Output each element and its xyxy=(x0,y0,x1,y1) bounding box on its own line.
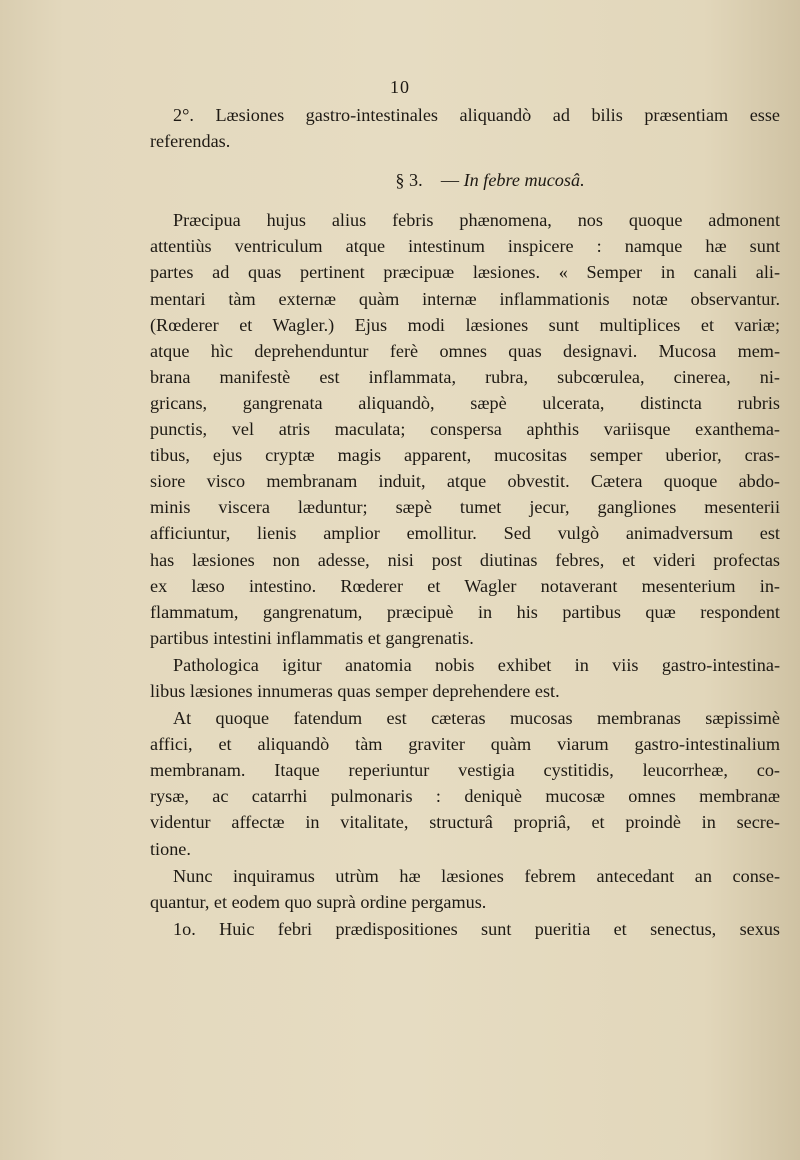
text-line: At quoque fatendum est cæteras mucosas membranas sæpissimè xyxy=(173,708,780,729)
text-line: quantur, et eodem quo suprà ordine pergamus. xyxy=(150,891,487,912)
section-dash: — xyxy=(440,170,460,191)
text-line: afficiuntur, lienis amplior emollitur. Sed vulgò animadversum est xyxy=(150,523,780,544)
text-line: rysæ, ac catarrhi pulmonaris : deniquè mucosæ omnes membranæ xyxy=(150,786,780,807)
text-line: partibus intestini inflammatis et gangrenatis. xyxy=(150,627,474,648)
text-line: (Rœderer et Wagler.) Ejus modi læsiones sunt multiplices et variæ; xyxy=(150,314,780,335)
text-line: siore visco membranam induit, atque obvestit. Cætera quoque abdo- xyxy=(150,471,780,492)
text-line: libus læsiones innumeras quas semper deprehendere est. xyxy=(150,680,560,701)
text-line: 2°. Læsiones gastro-intestinales aliquandò ad bilis præsentiam esse xyxy=(173,105,780,125)
text-line: Pathologica igitur anatomia nobis exhibet in viis gastro-intestina- xyxy=(173,654,780,675)
text-line: atque hìc deprehenduntur ferè omnes quas designavi. Mucosa mem- xyxy=(150,340,780,361)
text-line: attentiùs ventriculum atque intestinum inspicere : namque hæ sunt xyxy=(150,236,780,257)
text-line: punctis, vel atris maculata; conspersa aphthis variisque exanthema- xyxy=(150,419,780,440)
text-line: tione. xyxy=(150,838,191,859)
text-line: Præcipua hujus alius febris phænomena, nos quoque admonent xyxy=(173,210,780,231)
text-line: mentari tàm externæ quàm internæ inflammationis notæ observantur. xyxy=(150,288,780,309)
text-line: 1o. Huic febri prædispositiones sunt pueritia et senectus, sexus xyxy=(173,918,780,939)
text-line: ex læso intestino. Rœderer et Wagler notaverant mesenterium in- xyxy=(150,575,780,596)
text-line: flammatum, gangrenatum, præcipuè in his partibus quæ respondent xyxy=(150,601,780,622)
page-number: 10 xyxy=(390,77,410,97)
text-line: minis viscera læduntur; sæpè tumet jecur, gangliones mesenterii xyxy=(150,497,780,518)
text-line: tibus, ejus cryptæ magis apparent, mucositas semper uberior, cras- xyxy=(150,445,780,466)
section-number: § 3. xyxy=(395,170,423,191)
text-line: partes ad quas pertinent præcipuæ læsiones. « Semper in canali ali- xyxy=(150,262,780,283)
text-line: has læsiones non adesse, nisi post diutinas febres, et videri profectas xyxy=(150,549,780,570)
text-line: Nunc inquiramus utrùm hæ læsiones febrem antecedant an conse- xyxy=(173,865,780,886)
text-line: referendas. xyxy=(150,131,231,152)
text-line: videntur affectæ in vitalitate, structurâ propriâ, et proindè in secre- xyxy=(150,812,780,833)
text-line: gricans, gangrenata aliquandò, sæpè ulcerata, distincta rubris xyxy=(150,392,780,413)
section-title: In febre mucosâ. xyxy=(463,170,585,191)
section-heading xyxy=(150,167,780,193)
page-body-text xyxy=(150,102,780,942)
text-line: brana manifestè est inflammata, rubra, subcœrulea, cinerea, ni- xyxy=(150,366,780,387)
text-line: affici, et aliquandò tàm graviter quàm viarum gastro-intestinalium xyxy=(150,734,780,755)
text-line: membranam. Itaque reperiuntur vestigia cystitidis, leucorrheæ, co- xyxy=(150,760,780,781)
